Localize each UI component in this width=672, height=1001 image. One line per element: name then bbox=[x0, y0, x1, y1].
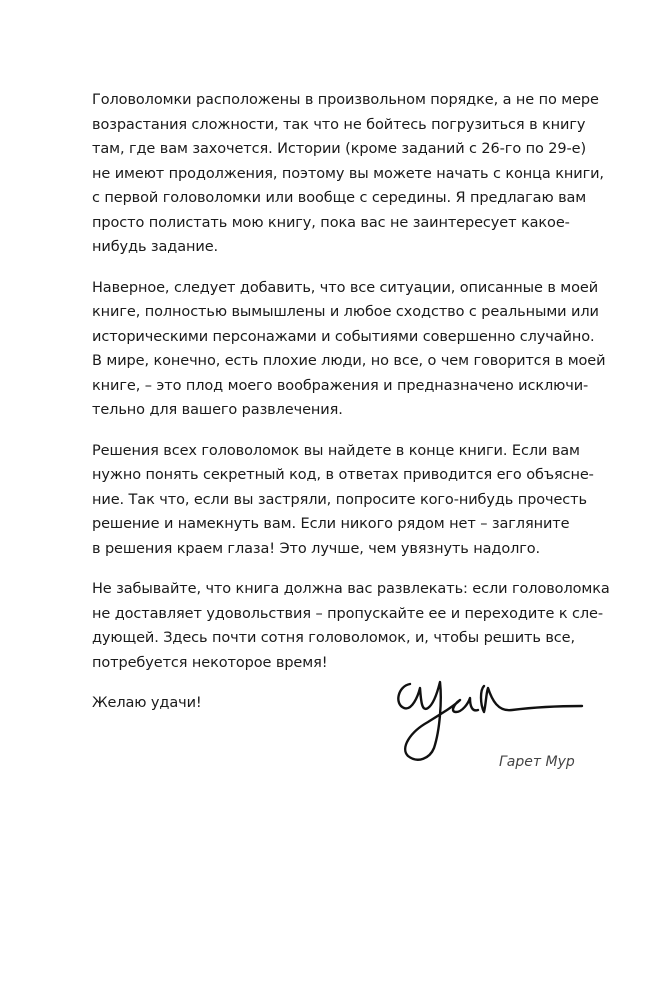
author-name: Гарет Мур bbox=[499, 754, 575, 770]
closing-text: Желаю удачи! bbox=[92, 695, 202, 711]
text-line: Решения всех головоломок вы найдете в конце книги. Если вам bbox=[92, 442, 580, 459]
paragraph-1 bbox=[92, 88, 604, 260]
text-line: возрастания сложности, так что не бойтесь погрузиться в книгу bbox=[92, 116, 586, 133]
text-line: тельно для вашего развлечения. bbox=[92, 402, 343, 418]
text-line: Головоломки расположены в произвольном порядке, а не по мере bbox=[92, 92, 599, 108]
text-line: нужно понять секретный код, в ответах приводится его объясне- bbox=[92, 467, 594, 483]
text-line: книге, полностью вымышлены и любое сходство с реальными или bbox=[92, 304, 599, 320]
text-line: ние. Так что, если вы застряли, попросите кого-нибудь прочесть bbox=[92, 491, 587, 508]
text-line: историческими персонажами и событиями совершенно случайно. bbox=[92, 328, 595, 345]
text-line: с первой головоломки или вообще с середины. Я предлагаю вам bbox=[92, 190, 587, 206]
text-line: не имеют продолжения, поэтому вы можете начать с конца книги, bbox=[92, 165, 604, 182]
text-line: Не забывайте, что книга должна вас развлекать: если головоломка bbox=[92, 581, 610, 597]
text-line: решение и намекнуть вам. Если никого рядом нет – загляните bbox=[92, 516, 570, 532]
text-line: нибудь задание. bbox=[92, 239, 219, 255]
text-line: потребуется некоторое время! bbox=[92, 654, 328, 671]
text-line: дующей. Здесь почти сотня головоломок, и, чтобы решить все, bbox=[92, 630, 575, 646]
text-line: там, где вам захочется. Истории (кроме заданий с 26-го по 29-е) bbox=[92, 141, 587, 157]
body-text bbox=[92, 88, 610, 732]
text-line: не доставляет удовольствия – пропускайте ее и переходите к сле- bbox=[92, 605, 603, 622]
text-line: книге, – это плод моего воображения и предназначено исключи- bbox=[92, 377, 589, 394]
text-line: просто полистать мою книгу, пока вас не заинтересует какое- bbox=[92, 214, 570, 231]
text-line: в решения краем глаза! Это лучше, чем увязнуть надолго. bbox=[92, 540, 541, 557]
text-line: В мире, конечно, есть плохие люди, но все, о чем говорится в моей bbox=[92, 353, 606, 369]
text-line: Наверное, следует добавить, что все ситуации, описанные в моей bbox=[92, 279, 599, 296]
paragraph-2 bbox=[92, 276, 606, 423]
paragraph-3 bbox=[92, 439, 592, 562]
